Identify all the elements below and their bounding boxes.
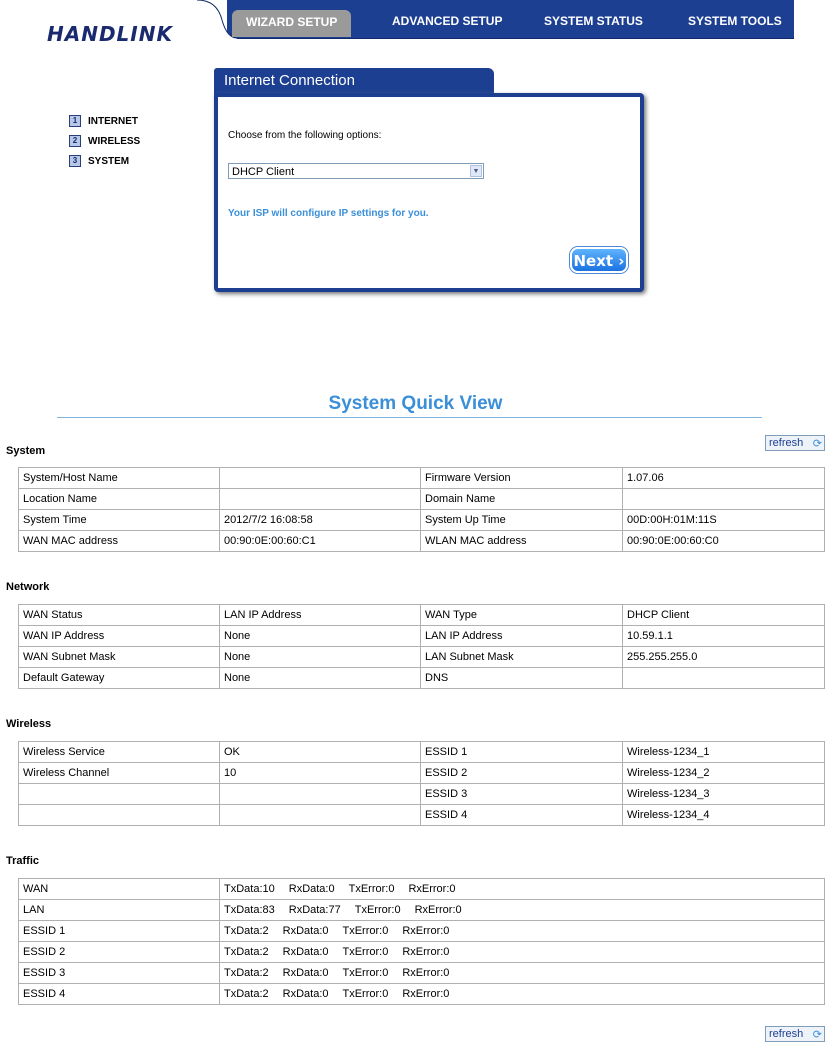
table-cell: 00D:00H:01M:11S xyxy=(623,510,825,531)
table-cell: 2012/7/2 16:08:58 xyxy=(220,510,421,531)
wizard-panel-title: Internet Connection xyxy=(214,68,494,94)
interface-name-cell: ESSID 2 xyxy=(19,942,220,963)
table-cell xyxy=(623,668,825,689)
traffic-stats-cell xyxy=(220,879,825,900)
top-header xyxy=(37,0,794,46)
wizard-steps xyxy=(69,111,140,171)
table-cell: Firmware Version xyxy=(421,468,623,489)
tab-advanced-setup[interactable]: ADVANCED SETUP xyxy=(392,14,503,28)
table-cell: None xyxy=(220,647,421,668)
table-cell: LAN Subnet Mask xyxy=(421,647,623,668)
section-system-heading: System xyxy=(6,445,46,457)
chevron-right-icon: › xyxy=(613,252,625,270)
title-divider xyxy=(57,417,762,418)
traffic-stats-cell xyxy=(220,900,825,921)
table-cell: ESSID 3 xyxy=(421,784,623,805)
refresh-button-bottom[interactable] xyxy=(765,1026,825,1042)
traffic-stat: RxData:0 xyxy=(282,988,329,1000)
traffic-stat: TxData:10 xyxy=(224,883,275,895)
next-button[interactable] xyxy=(570,247,628,273)
traffic-stat: TxData:2 xyxy=(224,925,269,937)
table-cell: Wireless-1234_2 xyxy=(623,763,825,784)
table-cell: 00:90:0E:00:60:C1 xyxy=(220,531,421,552)
table-cell: 255.255.255.0 xyxy=(623,647,825,668)
table-cell: WLAN MAC address xyxy=(421,531,623,552)
table-cell xyxy=(220,468,421,489)
choose-options-label: Choose from the following options: xyxy=(228,130,382,141)
traffic-stat: RxError:0 xyxy=(402,925,450,937)
traffic-table xyxy=(18,878,825,1005)
table-cell: Wireless Service xyxy=(19,742,220,763)
chevron-down-icon[interactable]: ▼ xyxy=(470,165,482,177)
traffic-stat: RxData:77 xyxy=(288,904,341,916)
table-row xyxy=(19,626,825,647)
table-row xyxy=(19,489,825,510)
network-table xyxy=(18,604,825,689)
tab-system-status[interactable]: SYSTEM STATUS xyxy=(544,14,643,28)
table-cell: WAN MAC address xyxy=(19,531,220,552)
table-cell: LAN IP Address xyxy=(421,626,623,647)
traffic-stat: TxError:0 xyxy=(342,988,389,1000)
wizard-panel xyxy=(214,93,644,292)
isp-info-text: Your ISP will configure IP settings for you. xyxy=(228,208,429,219)
table-cell: WAN Status xyxy=(19,605,220,626)
step-label: SYSTEM xyxy=(88,155,130,167)
traffic-stat: TxData:2 xyxy=(224,946,269,958)
table-cell: Default Gateway xyxy=(19,668,220,689)
step-number-badge: 2 xyxy=(69,135,81,147)
table-cell xyxy=(220,805,421,826)
table-cell: DHCP Client xyxy=(623,605,825,626)
table-row xyxy=(19,668,825,689)
table-cell: ESSID 4 xyxy=(421,805,623,826)
nav-curve-decoration xyxy=(177,0,237,42)
table-cell: Domain Name xyxy=(421,489,623,510)
table-row xyxy=(19,510,825,531)
table-row xyxy=(19,742,825,763)
traffic-stats-cell xyxy=(220,921,825,942)
traffic-stat: TxData:2 xyxy=(224,988,269,1000)
table-row xyxy=(19,900,825,921)
tab-wizard-setup[interactable]: WIZARD SETUP xyxy=(232,10,351,37)
traffic-stat: RxError:0 xyxy=(408,883,456,895)
traffic-stats-cell xyxy=(220,984,825,1005)
traffic-stat: TxError:0 xyxy=(348,883,395,895)
table-row xyxy=(19,647,825,668)
table-row xyxy=(19,784,825,805)
interface-name-cell: ESSID 3 xyxy=(19,963,220,984)
table-cell: Wireless-1234_3 xyxy=(623,784,825,805)
section-network-heading: Network xyxy=(6,581,50,593)
table-cell: Wireless-1234_4 xyxy=(623,805,825,826)
traffic-stat: RxError:0 xyxy=(414,904,462,916)
table-row xyxy=(19,921,825,942)
table-row xyxy=(19,763,825,784)
step-wireless[interactable] xyxy=(69,131,140,151)
interface-name-cell: ESSID 4 xyxy=(19,984,220,1005)
table-cell: Location Name xyxy=(19,489,220,510)
table-row xyxy=(19,963,825,984)
wireless-table xyxy=(18,741,825,826)
table-cell: 10 xyxy=(220,763,421,784)
table-cell: Wireless Channel xyxy=(19,763,220,784)
traffic-stat: TxData:2 xyxy=(224,967,269,979)
table-row xyxy=(19,984,825,1005)
logo-area xyxy=(37,0,227,46)
connection-type-select[interactable] xyxy=(228,163,484,179)
traffic-stat: RxData:0 xyxy=(282,925,329,937)
table-cell: System/Host Name xyxy=(19,468,220,489)
table-cell: LAN IP Address xyxy=(220,605,421,626)
traffic-stats-cell xyxy=(220,963,825,984)
table-cell: Wireless-1234_1 xyxy=(623,742,825,763)
section-wireless-heading: Wireless xyxy=(6,718,52,730)
step-number-badge: 3 xyxy=(69,155,81,167)
traffic-stat: TxError:0 xyxy=(342,925,389,937)
traffic-stat: TxError:0 xyxy=(342,967,389,979)
table-cell: 1.07.06 xyxy=(623,468,825,489)
tab-system-tools[interactable]: SYSTEM TOOLS xyxy=(688,14,782,28)
step-system[interactable] xyxy=(69,151,140,171)
table-cell: None xyxy=(220,626,421,647)
step-label: INTERNET xyxy=(88,115,138,127)
table-row xyxy=(19,531,825,552)
traffic-stat: RxData:0 xyxy=(282,967,329,979)
interface-name-cell: WAN xyxy=(19,879,220,900)
traffic-stat: TxError:0 xyxy=(354,904,401,916)
step-internet[interactable] xyxy=(69,111,140,131)
traffic-stat: RxData:0 xyxy=(282,946,329,958)
table-row xyxy=(19,468,825,489)
table-cell: DNS xyxy=(421,668,623,689)
select-value: DHCP Client xyxy=(232,166,295,178)
table-cell xyxy=(220,784,421,805)
traffic-stat: RxError:0 xyxy=(402,946,450,958)
traffic-stat: RxData:0 xyxy=(288,883,335,895)
table-cell: OK xyxy=(220,742,421,763)
next-button-label: Next xyxy=(573,252,614,270)
refresh-icon: ⟳ xyxy=(812,1029,822,1041)
interface-name-cell: ESSID 1 xyxy=(19,921,220,942)
table-cell xyxy=(220,489,421,510)
step-number-badge: 1 xyxy=(69,115,81,127)
table-cell: System Time xyxy=(19,510,220,531)
table-row xyxy=(19,805,825,826)
system-table xyxy=(18,467,825,552)
table-cell: ESSID 1 xyxy=(421,742,623,763)
traffic-stats-cell xyxy=(220,942,825,963)
refresh-label: refresh xyxy=(769,1028,804,1040)
table-cell: None xyxy=(220,668,421,689)
wizard-panel-body xyxy=(218,97,640,288)
table-cell: WAN IP Address xyxy=(19,626,220,647)
table-cell: ESSID 2 xyxy=(421,763,623,784)
table-cell xyxy=(623,489,825,510)
section-traffic-heading: Traffic xyxy=(6,855,40,867)
table-cell: 00:90:0E:00:60:C0 xyxy=(623,531,825,552)
traffic-stat: RxError:0 xyxy=(402,988,450,1000)
handlink-logo[interactable]: HANDLINK xyxy=(47,22,173,46)
table-cell: System Up Time xyxy=(421,510,623,531)
table-cell: 10.59.1.1 xyxy=(623,626,825,647)
interface-name-cell: LAN xyxy=(19,900,220,921)
table-row xyxy=(19,605,825,626)
traffic-stat: TxData:83 xyxy=(224,904,275,916)
table-cell xyxy=(19,805,220,826)
traffic-stat: TxError:0 xyxy=(342,946,389,958)
refresh-button-top[interactable] xyxy=(765,435,825,451)
quick-view-title: System Quick View xyxy=(328,393,503,414)
traffic-stat: RxError:0 xyxy=(402,967,450,979)
table-row xyxy=(19,879,825,900)
table-row xyxy=(19,942,825,963)
table-cell: WAN Subnet Mask xyxy=(19,647,220,668)
table-cell xyxy=(19,784,220,805)
step-label: WIRELESS xyxy=(88,135,141,147)
table-cell: WAN Type xyxy=(421,605,623,626)
refresh-icon: ⟳ xyxy=(812,438,822,450)
refresh-label: refresh xyxy=(769,437,804,449)
